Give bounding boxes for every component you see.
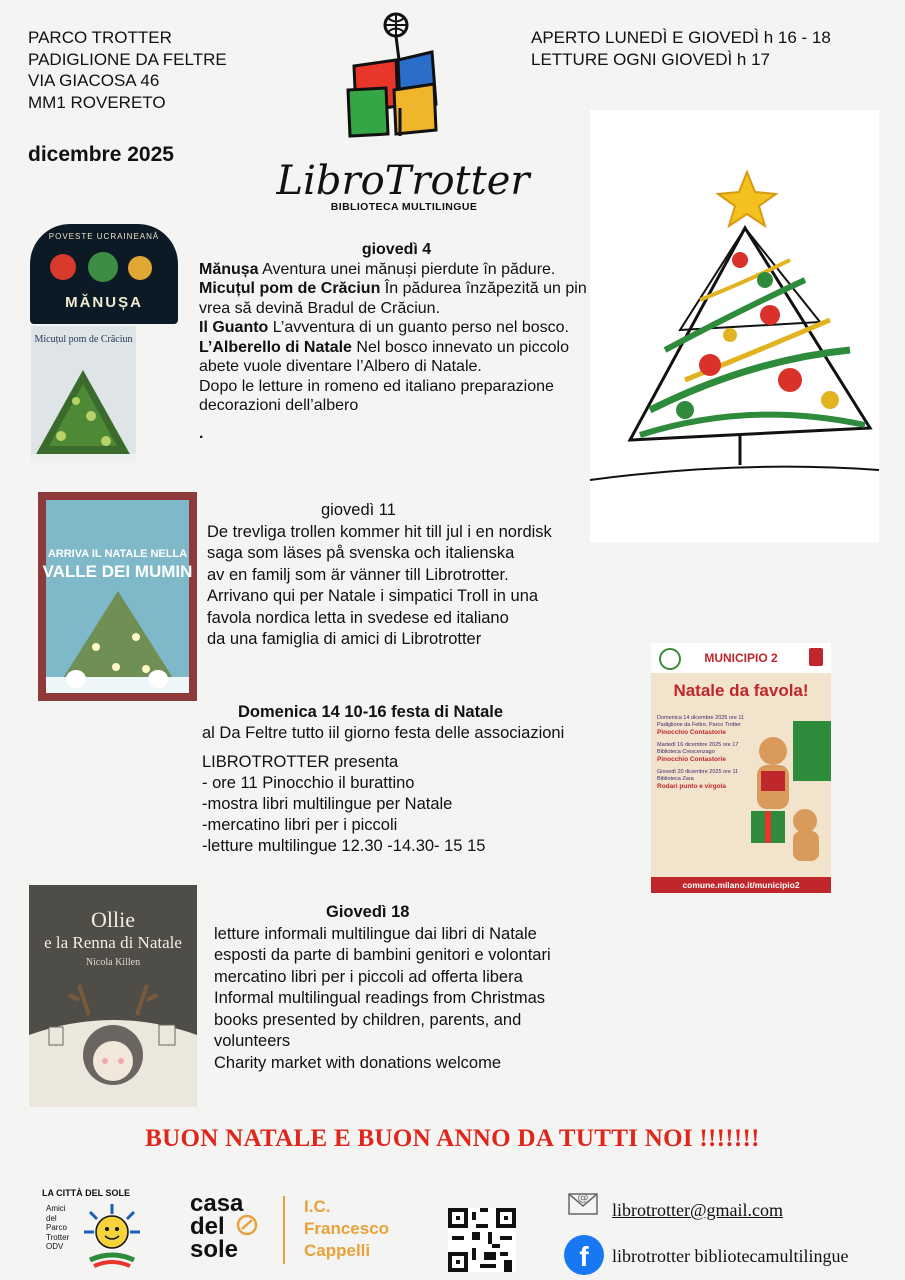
event-item: L’Alberello di Natale Nel bosco innevato un piccolo abete vuole diventare l’Albero di Natale. — [199, 338, 569, 375]
event-line: -mercatino libri per i piccoli — [202, 816, 398, 834]
event-line: letture informali multilingue dai libri di Natale — [214, 924, 537, 943]
address-line: VIA GIACOSA 46 — [28, 71, 160, 90]
event-intro: al Da Feltre tutto iil giorno festa delle associazioni — [202, 724, 565, 742]
sun-icon — [236, 1214, 258, 1236]
event-line: esposti da parte di bambini genitori e volontari — [214, 946, 551, 964]
cover-subtitle: POVESTE UCRAINEANĂ — [48, 232, 160, 241]
event-dec-4 — [199, 240, 594, 443]
qr-code-icon[interactable] — [448, 1208, 516, 1272]
event-line: - ore 11 Pinocchio il burattino — [202, 774, 415, 792]
event-item: Il Guanto L’avventura di un guanto perso nel bosco. — [199, 319, 569, 336]
email-link[interactable]: librotrotter@gmail.com — [612, 1200, 784, 1220]
cover-author: Nicola Killen — [85, 957, 141, 968]
email-icon — [568, 1188, 598, 1216]
hours-line: LETTURE OGNI GIOVEDÌ h 17 — [531, 49, 771, 69]
flyer-title: Natale da favola! — [673, 681, 809, 700]
month-title: dicembre 2025 — [28, 143, 174, 166]
divider — [283, 1196, 285, 1264]
cover-title-line2: VALLE DEI MUMIN — [42, 562, 193, 581]
bullet-dot: . — [199, 424, 204, 442]
event-heading: giovedì 4 — [361, 241, 432, 258]
cover-title: Micuțul pom de Crăciun — [34, 334, 133, 345]
christmas-tree-illustration — [590, 110, 879, 542]
event-line: mercatino libri per i piccoli ad offerta libera — [214, 967, 523, 986]
event-line: -letture multilingue 12.30 -14.30- 15 15 — [202, 837, 486, 855]
event-heading: Domenica 14 10-16 festa di Natale — [238, 703, 504, 721]
holiday-greeting: BUON NATALE E BUON ANNO DA TUTTI NOI !!!!!!! — [145, 1125, 760, 1152]
citta-title: LA CITTÀ DEL SOLE — [42, 1188, 131, 1198]
cover-title-line1: ARRIVA IL NATALE NELLA — [47, 548, 188, 560]
flyer-event: Martedì 16 dicembre 2025 ore 17 Biblioteca Crescenzago Pinocchio Contastorie — [657, 742, 739, 763]
event-dec-18 — [214, 902, 604, 1074]
librotrotter-logo — [276, 8, 530, 220]
flyer-municipio: MUNICIPIO 2 — [704, 651, 778, 665]
logo-wordmark: LibroTrotter — [276, 158, 530, 204]
event-line: volunteers — [214, 1032, 291, 1050]
cover-title-line2: e la Renna di Natale — [44, 933, 182, 952]
event-line: favola nordica letta in svedese ed italiano — [207, 608, 509, 627]
event-line: da una famiglia di amici di Librotrotter — [207, 630, 482, 648]
mumin-book-cover — [38, 492, 197, 701]
book-title: Micuțul pom de Crăciun — [199, 280, 381, 297]
micutul-book-cover — [31, 326, 136, 463]
manusa-book-cover — [30, 224, 178, 324]
event-item: Micuțul pom de Crăciun În pădurea înzăpezită un pin vrea să devină Bradul de Crăciun. — [199, 280, 587, 317]
flyer-event: Domenica 14 dicembre 2025 ore 11 Padiglione da Feltre, Parco Trotter Pinocchio Contastorie — [657, 715, 745, 736]
event-line: Charity market with donations welcome — [214, 1053, 502, 1072]
address-line: MM1 ROVERETO — [28, 92, 166, 112]
facebook-icon[interactable]: f — [564, 1235, 604, 1275]
event-line: Arrivano qui per Natale i simpatici Troll in una — [207, 587, 539, 605]
event-heading: giovedì 11 — [321, 501, 396, 519]
event-line: LIBROTROTTER presenta — [202, 753, 399, 771]
event-note: Dopo le letture in romeno ed italiano preparazione decorazioni dell’albero — [199, 377, 554, 414]
hours-line: APERTO LUNEDÌ E GIOVEDÌ h 16 - 18 — [531, 28, 831, 47]
book-title: L’Alberello di Natale — [199, 338, 352, 356]
gingerbread-illustration — [743, 711, 831, 871]
svg-text:@: @ — [577, 1191, 589, 1204]
ollie-book-cover — [29, 885, 197, 1107]
opening-hours — [531, 27, 831, 70]
cover-title: MĂNUȘA — [65, 294, 143, 311]
event-dec-11 — [207, 500, 597, 651]
event-line: books presented by children, parents, and — [214, 1010, 522, 1029]
event-line: De trevliga trollen kommer hit till jul i en nordisk — [207, 522, 552, 541]
flyer-event: Giovedì 20 dicembre 2025 ore 11 Biblioteca Zara Rodari punto e virgola — [657, 769, 739, 790]
book-title: Il Guanto — [199, 319, 269, 336]
logo-subtitle: BIBLIOTECA MULTILINGUE — [330, 201, 478, 213]
facebook-page-link[interactable]: librotrotter bibliotecamultilingue — [612, 1246, 849, 1266]
flyer-url: comune.milano.it/municipio2 — [651, 877, 831, 893]
book-title: Mănușa — [199, 260, 259, 278]
casa-del-sole-logo: casa del sole — [190, 1192, 270, 1268]
citta-del-sole-logo: LA CITTÀ DEL SOLE Amici del Parco Trotter ODV — [42, 1188, 152, 1272]
address-block — [28, 27, 227, 113]
event-line: -mostra libri multilingue per Natale — [202, 795, 453, 813]
municipio-flyer — [651, 643, 831, 893]
event-line: saga som läses på svenska och italienska — [207, 544, 515, 562]
event-line: Informal multilingual readings from Christmas — [214, 989, 546, 1007]
sun-icon — [82, 1202, 142, 1268]
cover-title-line1: Ollie — [91, 907, 135, 932]
ic-cappelli-logo: I.C. Francesco Cappelli — [304, 1197, 390, 1260]
event-dec-14 — [202, 702, 602, 857]
event-heading: Giovedì 18 — [326, 903, 410, 921]
event-line: av en familj som är vänner till Librotrotter. — [207, 565, 509, 584]
address-line: PADIGLIONE DA FELTRE — [28, 49, 227, 69]
event-item: Mănușa Aventura unei mănuși pierdute în pădure. — [199, 260, 556, 278]
address-line: PARCO TROTTER — [28, 28, 172, 47]
